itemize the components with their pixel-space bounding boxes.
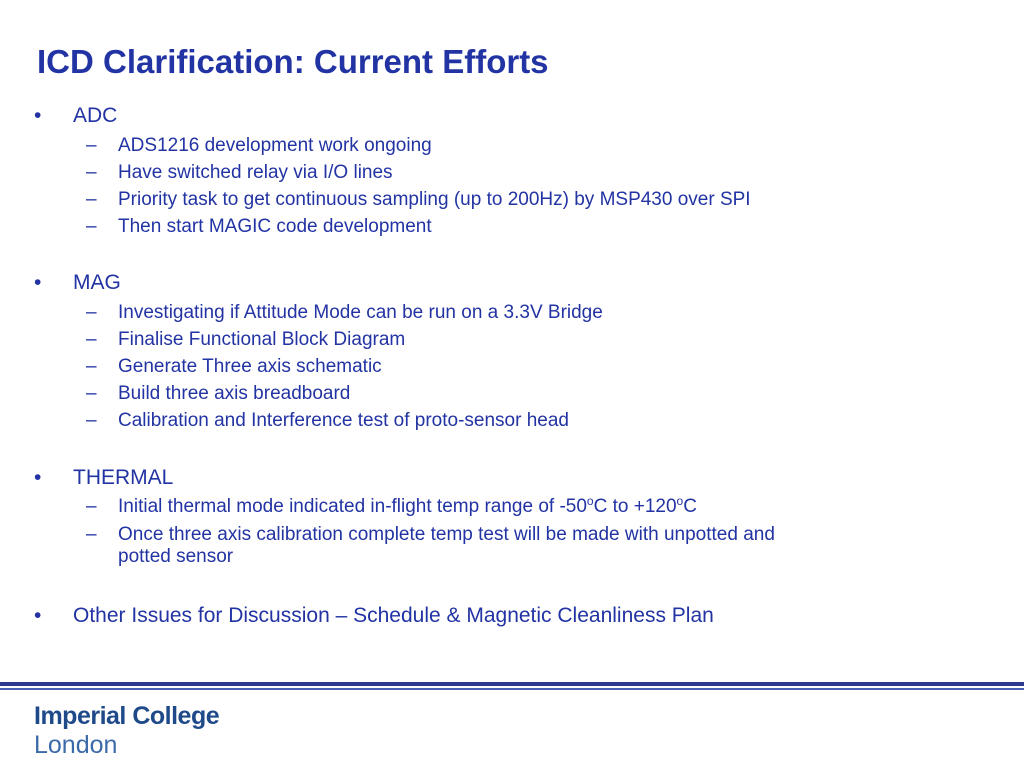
bullet-marker: • xyxy=(34,604,42,627)
mag-item: Calibration and Interference test of proto-sensor head xyxy=(118,410,569,431)
section-heading-thermal: THERMAL xyxy=(73,466,174,489)
section-heading-other-issues: Other Issues for Discussion – Schedule & Magnetic Cleanliness Plan xyxy=(73,604,714,627)
dash-marker: – xyxy=(86,329,97,350)
mag-item: Generate Three axis schematic xyxy=(118,356,382,377)
degree-sup: o xyxy=(586,494,594,508)
dash-marker: – xyxy=(86,216,97,237)
dash-marker: – xyxy=(86,302,97,323)
temp-range-text: Initial thermal mode indicated in-flight temp range of -50 xyxy=(118,496,587,517)
dash-marker: – xyxy=(86,135,97,156)
mag-item: Finalise Functional Block Diagram xyxy=(118,329,406,350)
thermal-item-temp-range xyxy=(118,496,697,518)
thermal-item-calibration: Once three axis calibration complete temp test will be made with unpotted and xyxy=(118,524,775,545)
adc-item: Then start MAGIC code development xyxy=(118,216,432,237)
bullet-marker: • xyxy=(34,466,42,489)
mag-item: Build three axis breadboard xyxy=(118,383,351,404)
logo-line-1: Imperial College xyxy=(34,702,220,730)
dash-marker: – xyxy=(86,410,97,431)
slide-title: ICD Clarification: Current Efforts xyxy=(37,43,549,80)
dash-marker: – xyxy=(86,496,97,517)
temp-range-text: C to +120 xyxy=(593,496,677,517)
mag-item: Investigating if Attitude Mode can be run on a 3.3V Bridge xyxy=(118,302,603,323)
adc-item: ADS1216 development work ongoing xyxy=(118,135,432,156)
degree-sup: o xyxy=(676,494,684,508)
adc-item: Priority task to get continuous sampling (up to 200Hz) by MSP430 over SPI xyxy=(118,189,751,210)
bullet-marker: • xyxy=(34,104,42,127)
adc-item: Have switched relay via I/O lines xyxy=(118,162,393,183)
dash-marker: – xyxy=(86,356,97,377)
logo-line-2: London xyxy=(34,731,118,759)
section-heading-adc: ADC xyxy=(73,104,118,127)
imperial-college-logo xyxy=(34,702,219,760)
thermal-item-calibration-cont: potted sensor xyxy=(118,546,234,567)
footer-rule-thin xyxy=(0,688,1024,690)
bullet-marker: • xyxy=(34,271,42,294)
footer-rule xyxy=(0,682,1024,686)
dash-marker: – xyxy=(86,162,97,183)
dash-marker: – xyxy=(86,189,97,210)
dash-marker: – xyxy=(86,383,97,404)
section-heading-mag: MAG xyxy=(73,271,121,294)
temp-range-text: C xyxy=(683,496,697,517)
dash-marker: – xyxy=(86,524,97,545)
